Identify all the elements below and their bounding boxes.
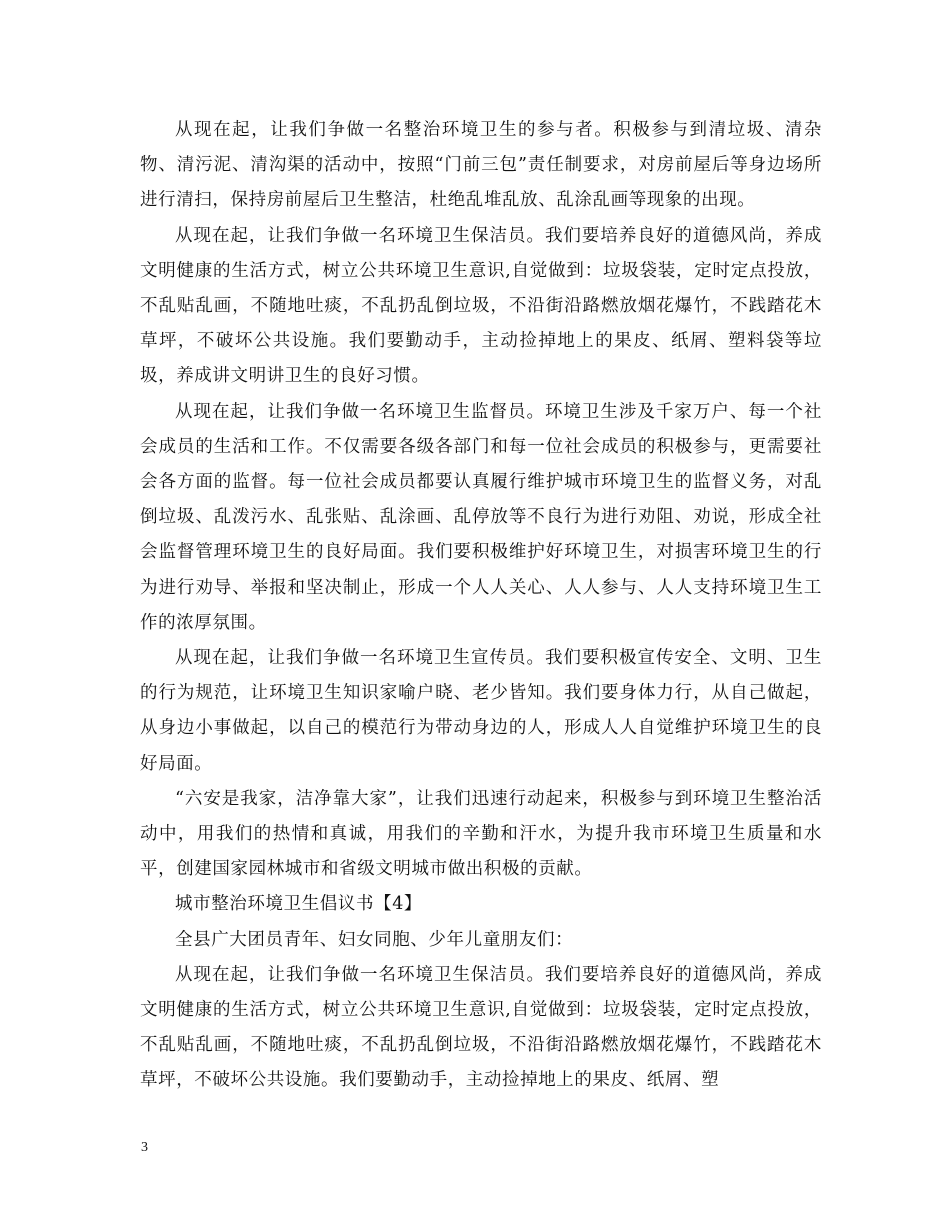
page-number: 3 <box>141 1140 148 1155</box>
section-heading: 城市整治环境卫生倡议书【4】 <box>175 894 423 915</box>
paragraph-cleaner-repeat: 从现在起，让我们争做一名环境卫生保洁员。我们要培养良好的道德风尚，养成文明健康的生活方式，树立公共环境卫生意识,自觉做到：垃圾袋装，定时定点投放，不乱贴乱画，不随地吐痰，不乱扔乱倒垃圾，不沿街沿路燃放烟花爆竹，不践踏花木草坪，不破坏公共设施。我们要勤动手，主动捡掉地上的果皮、纸屑、塑 <box>140 964 822 1091</box>
paragraph-call-to-action: “六安是我家，洁净靠大家”，让我们迅速行动起来，积极参与到环境卫生整治活动中，用我们的热情和真诚，用我们的辛勤和汗水，为提升我市环境卫生质量和水平，创建国家园林城市和省级文明城市做出积极的贡献。 <box>140 788 822 880</box>
paragraph-promoter: 从现在起，让我们争做一名环境卫生宣传员。我们要积极宣传安全、文明、卫生的行为规范，让环境卫生知识家喻户晓、老少皆知。我们要身体力行，从自己做起，从身边小事做起，以自己的模范行为带动身边的人，形成人人自觉维护环境卫生的良好局面。 <box>140 648 822 774</box>
paragraph-participant: 从现在起，让我们争做一名整治环境卫生的参与者。积极参与到清垃圾、清杂物、清污泥、清沟渠的活动中，按照“门前三包”责任制要求，对房前屋后等身边场所进行清扫，保持房前屋后卫生整洁，杜绝乱堆乱放、乱涂乱画等现象的出现。 <box>140 120 822 211</box>
paragraph-cleaner: 从现在起，让我们争做一名环境卫生保洁员。我们要培养良好的道德风尚，养成文明健康的生活方式，树立公共环境卫生意识,自觉做到：垃圾袋装，定时定点投放，不乱贴乱画，不随地吐痰，不乱扔乱倒垃圾，不沿街沿路燃放烟花爆竹，不践踏花木草坪，不破坏公共设施。我们要勤动手，主动捡掉地上的果皮、纸屑、塑料袋等垃圾，养成讲文明讲卫生的良好习惯。 <box>140 225 822 387</box>
paragraph-supervisor: 从现在起，让我们争做一名环境卫生监督员。环境卫生涉及千家万户、每一个社会成员的生活和工作。不仅需要各级各部门和每一位社会成员的积极参与，更需要社会各方面的监督。每一位社会成员都要认真履行维护城市环境卫生的监督义务，对乱倒垃圾、乱泼污水、乱张贴、乱涂画、乱停放等不良行为进行劝阻、劝说，形成全社会监督管理环境卫生的良好局面。我们要积极维护好环境卫生，对损害环境卫生的行为进行劝导、举报和坚决制止，形成一个人人关心、人人参与、人人支持环境卫生工作的浓厚氛围。 <box>140 401 822 633</box>
document-body <box>140 113 822 1099</box>
salutation: 全县广大团员青年、妇女同胞、少年儿童朋友们： <box>175 929 574 950</box>
